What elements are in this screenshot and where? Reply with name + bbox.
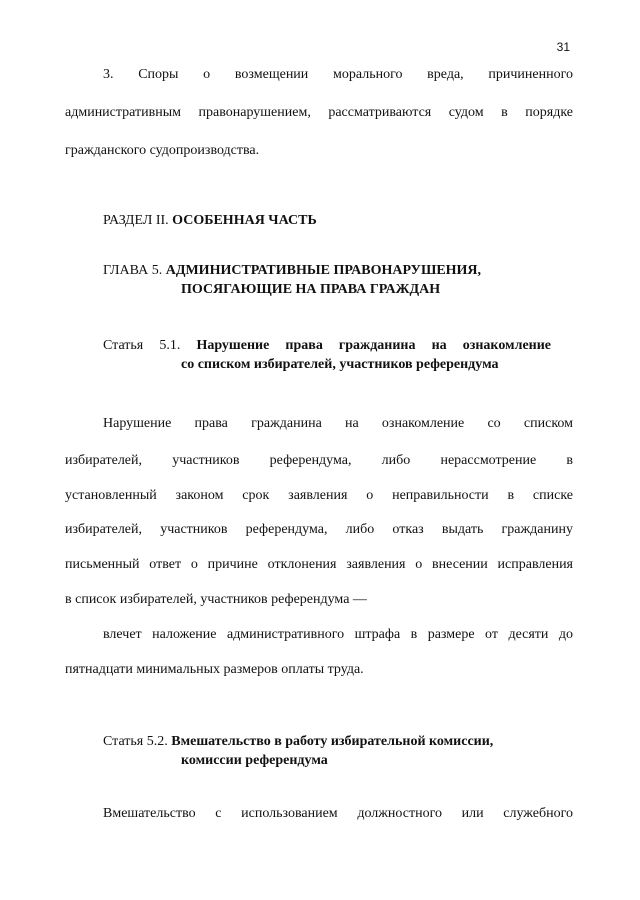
item3-line-1: 3. Споры о возмещении морального вреда, причиненного xyxy=(103,67,573,82)
chapter-label: ГЛАВА 5. xyxy=(103,263,163,278)
article-5-1-body-line-1: Нарушение права гражданина на ознакомление со списком xyxy=(103,416,573,431)
article-5-1-title-line-2: со списком избирателей, участников референдума xyxy=(181,357,499,372)
article-5-1-sanction-line-2: пятнадцати минимальных размеров оплаты труда. xyxy=(65,662,364,677)
article-5-1-body-line-4: избирателей, участников референдума, либо отказ выдать гражданину xyxy=(65,522,573,537)
article-5-1-title-line-1: Нарушение права гражданина на ознакомление xyxy=(196,338,551,353)
page-number: 31 xyxy=(556,40,570,54)
section-heading xyxy=(103,212,317,230)
article-5-1-body-line-3: установленный законом срок заявления о неправильности в списке xyxy=(65,488,573,503)
article-5-1-label: Статья 5.1. xyxy=(103,338,181,353)
article-5-1-sanction-line-1: влечет наложение административного штрафа в размере от десяти до xyxy=(103,627,573,642)
article-5-1-body-line-5: письменный ответ о причине отклонения заявления о внесении исправления xyxy=(65,557,573,572)
item3-line-3: гражданского судопроизводства. xyxy=(65,143,260,158)
article-5-1-heading xyxy=(103,337,551,355)
article-5-2-title-line-2: комиссии референдума xyxy=(181,753,328,768)
article-5-2-title-line-1: Вмешательство в работу избирательной комиссии, xyxy=(171,734,494,749)
article-5-2-body-line-1: Вмешательство с использованием должностного или служебного xyxy=(103,806,573,821)
chapter-heading xyxy=(103,262,481,280)
chapter-title-line-2: ПОСЯГАЮЩИЕ НА ПРАВА ГРАЖДАН xyxy=(181,282,441,297)
article-5-1-body-line-6: в список избирателей, участников референдума — xyxy=(65,592,367,607)
chapter-title-line-1: АДМИНИСТРАТИВНЫЕ ПРАВОНАРУШЕНИЯ, xyxy=(165,263,482,278)
article-5-2-label: Статья 5.2. xyxy=(103,734,168,749)
section-label: РАЗДЕЛ II. xyxy=(103,213,169,228)
article-5-1-body-line-2: избирателей, участников референдума, либо нерассмотрение в xyxy=(65,453,573,468)
item3-line-2: административным правонарушением, рассматриваются судом в порядке xyxy=(65,105,573,120)
section-title: ОСОБЕННАЯ ЧАСТЬ xyxy=(172,213,317,228)
article-5-2-heading xyxy=(103,733,493,751)
